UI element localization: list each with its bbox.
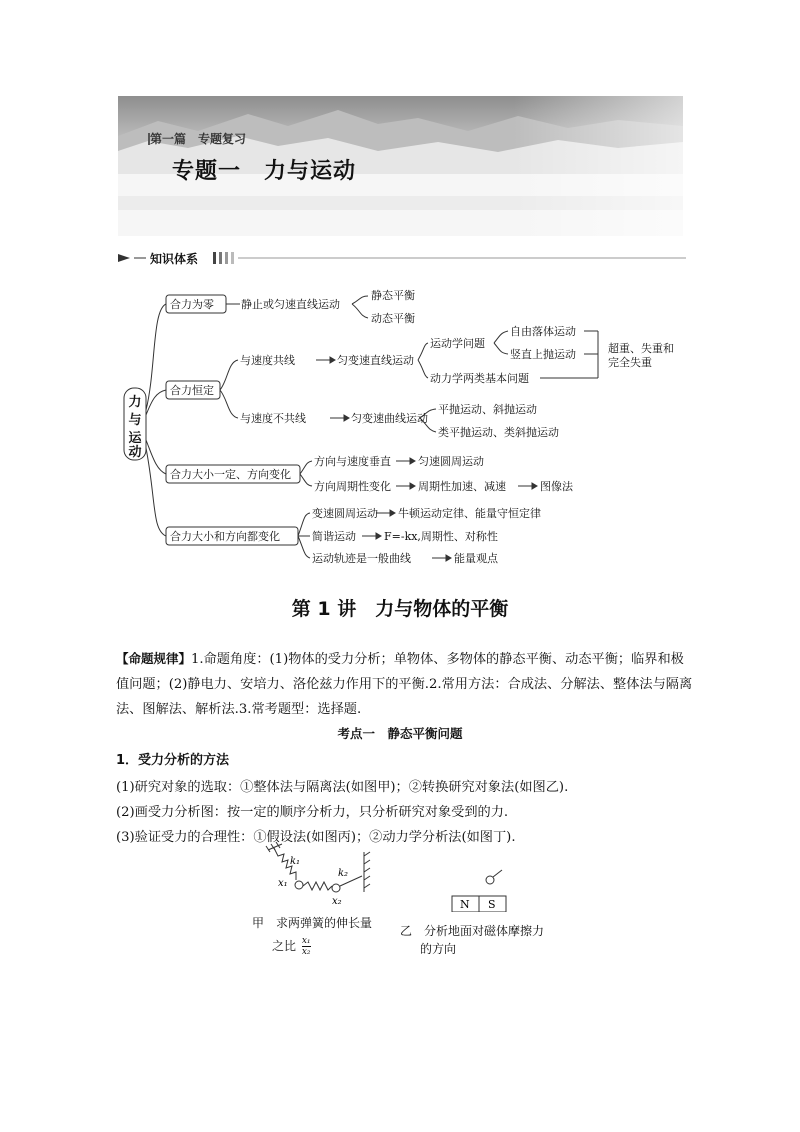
node-n3a-result: 匀速圆周运动 [418,455,484,468]
magnet-n-label: N [460,898,470,911]
node-n3b: 方向周期性变化 [314,480,391,493]
node-n3b-result: 周期性加速、减速 [418,480,506,493]
section-heading: 1．受力分析的方法 [116,753,230,768]
node-n4b-result: F=-kx,周期性、对称性 [384,530,498,543]
figure-yi-caption: 乙 分析地面对磁体摩擦力 [400,924,545,938]
node-n2: 合力恒定 [170,384,214,397]
node-n1a2: 动态平衡 [371,312,415,325]
figure-yi-caption-2: 的方向 [420,942,457,956]
node-n2b2: 类平抛运动、类斜抛运动 [438,426,559,439]
node-n2a1b: 竖直上抛运动 [510,348,576,361]
x1-label: x₁ [278,878,288,889]
fraction-x1-x2 [302,936,311,957]
knowledge-label: 知识体系 [150,252,199,266]
root-char-3: 运 [128,431,142,446]
node-n1a: 静止或匀速直线运动 [241,298,340,311]
fraction-denominator: x₂ [301,947,311,957]
topic-title: 专题一 力与运动 [172,159,357,184]
k2-label: k₂ [338,868,349,879]
x2-label: x₂ [332,896,342,907]
knowledge-mindmap [0,270,800,570]
figure-jia-caption: 甲 求两弹簧的伸长量 [252,916,373,930]
node-n2-summary-1: 超重、失重和 [608,342,674,355]
node-n4a: 变速圆周运动 [312,507,378,520]
node-n2a2: 动力学两类基本问题 [430,372,529,385]
node-n2b1: 平抛运动、斜抛运动 [438,403,537,416]
item-1: (1)研究对象的选取：①整体法与隔离法(如图甲)；②转换研究对象法(如图乙). [116,780,569,795]
figures-diagram [240,842,580,912]
node-n4c: 运动轨迹是一般曲线 [312,552,411,565]
node-n2a-result: 匀变速直线运动 [337,354,414,367]
root-char-2: 与 [128,413,142,428]
node-n4c-result: 能量观点 [454,552,498,565]
node-n3a: 方向与速度垂直 [314,455,391,468]
node-n1: 合力为零 [170,298,214,311]
magnet-s-label: S [488,898,496,911]
kaodian-heading: 考点一 静态平衡问题 [337,726,463,741]
figure-jia-caption-2 [272,936,311,957]
item-2: (2)画受力分析图：按一定的顺序分析力，只分析研究对象受到的力. [116,805,509,820]
fraction-numerator: x₁ [301,936,311,946]
node-n4b: 简谐运动 [312,530,356,543]
k1-label: k₁ [290,856,301,867]
series-label: 第一篇 专题复习 [150,132,247,146]
knowledge-header-bar [116,250,686,266]
root-char-1: 力 [128,395,142,410]
lecture-title: 第 1 讲 力与物体的平衡 [291,598,509,620]
item-3: (3)验证受力的合理性：①假设法(如图丙)；②动力学分析法(如图丁). [116,830,516,845]
node-n2-summary-2: 完全失重 [608,356,652,369]
node-n2a1a: 自由落体运动 [510,325,576,338]
figure-jia-caption-text: 之比 [272,939,297,953]
rule-text: 1.命题角度：(1)物体的受力分析；单物体、多物体的静态平衡、动态平衡；临界和极值问题；(2)静电力、安培力、洛伦兹力作用下的平衡.2.常用方法：合成法、分解法、整体法与隔离法、图解法、解析法.3.常考题型：选择题. [116,652,693,717]
node-n4: 合力大小和方向都变化 [170,530,280,543]
root-char-4: 动 [128,445,142,460]
node-n3b-result2: 图像法 [540,480,573,493]
node-n1a1: 静态平衡 [371,289,415,302]
node-n2a: 与速度共线 [240,354,295,367]
rule-tag: 【命题规律】 [116,651,192,666]
node-n4a-result: 牛顿运动定律、能量守恒定律 [398,507,541,520]
rule-paragraph [116,646,696,722]
node-n2b-result: 匀变速曲线运动 [351,412,428,425]
arrow-icon [118,254,130,262]
node-n2b: 与速度不共线 [240,412,306,425]
node-n2a1: 运动学问题 [430,337,485,350]
node-n3: 合力大小一定、方向变化 [170,468,291,481]
